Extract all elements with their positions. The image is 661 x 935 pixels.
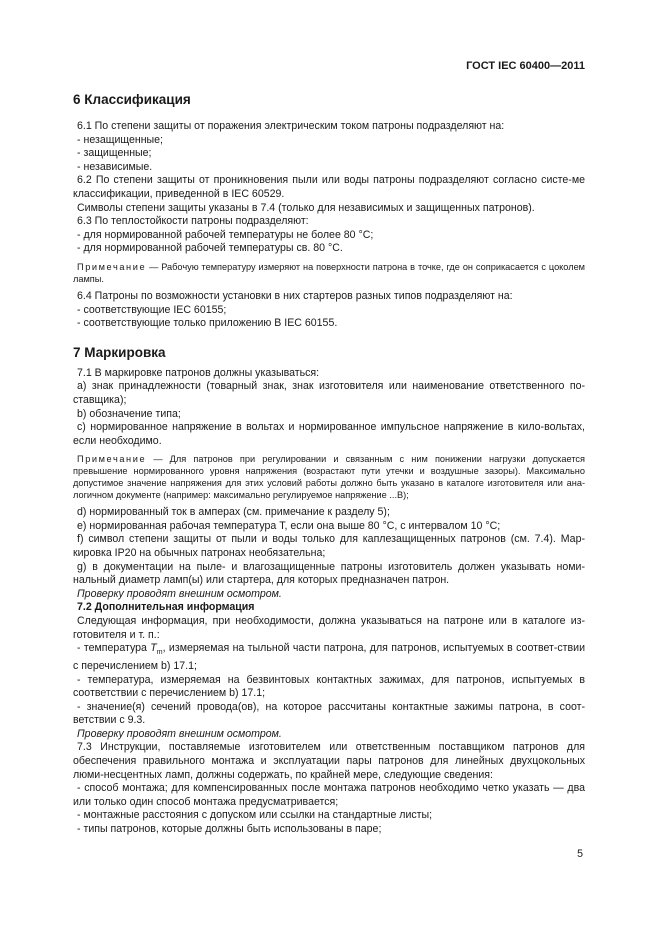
- note-text: — Рабочую температуру измеряют на поверхности патрона в точке, где он соприкасается с цоколем лампы.: [73, 261, 585, 284]
- clause-6-2-symbols: Символы степени защиты указаны в 7.4 (только для независимых и защищенных патронов).: [77, 201, 535, 214]
- item-a: а) знак принадлежности (товарный знак, знак изготовителя или наименование ответственного по-ставщика);: [73, 380, 585, 406]
- page-number: 5: [577, 848, 583, 860]
- clause-6-4: 6.4 Патроны по возможности установки в них стартеров разных типов подразделяют на:: [77, 289, 513, 302]
- note-7: [73, 453, 585, 501]
- section-6-title: 6 Классификация: [73, 92, 191, 107]
- note-6: [73, 261, 585, 285]
- list-item: - для нормированной рабочей температуры св. 80 °С.: [77, 242, 343, 255]
- section-7-title: 7 Маркировка: [73, 344, 166, 360]
- mounting-distances-item: - монтажные расстояния с допуском или ссылки на стандартные листы;: [77, 809, 433, 822]
- list-item: - соответствующие только приложению В IEC 60155.: [77, 317, 338, 330]
- clause-7-2-title: 7.2 Дополнительная информация: [77, 601, 255, 614]
- item-e: е) нормированная рабочая температура Т, если она выше 80 °С, с интервалом 10 °С;: [77, 519, 501, 532]
- temp-post: , измеряемая на тыльной части патрона, для патронов, испытуемых в соответ-ствии с перечислением b) 17.1;: [73, 642, 586, 672]
- item-f: f) символ степени защиты от пыли и воды только для каплезащищенных патронов (см. 7.4). Мар-кировка IP20 на обычных патронах необязательна;: [73, 533, 585, 560]
- temp-pre: - температура: [77, 642, 151, 655]
- temperature-terminal-item: - температура, измеряемая на безвинтовых контактных зажимах, для патронов, испытуемых в соответствии с перечислением b) 17.1;: [73, 673, 585, 700]
- temp-symbol: T: [150, 642, 157, 655]
- list-item: - защищенные;: [77, 147, 152, 160]
- temperature-tm-item: [73, 642, 585, 673]
- clause-6-3: 6.3 По теплостойкости патроны подразделяют:: [77, 215, 309, 228]
- mounting-method-item: - способ монтажа; для компенсированных после монтажа патронов необходимо четко указать — два или только один способ монтажа предусматривается;: [73, 782, 585, 808]
- item-d: d) нормированный ток в амперах (см. примечание к разделу 5);: [77, 506, 390, 519]
- temp-subscript: m: [156, 649, 163, 657]
- check-note: Проверку проводят внешним осмотром.: [77, 727, 282, 740]
- check-note: Проверку проводят внешним осмотром.: [77, 587, 282, 600]
- list-item: - независимые.: [77, 160, 153, 173]
- document-code: ГОСТ IEC 60400—2011: [466, 60, 585, 72]
- wire-sections-item: - значение(я) сечений провода(ов), на которое рассчитаны контактные зажимы патрона, в соот-ветствии с 9.3.: [73, 700, 585, 727]
- list-item: - незащищенные;: [77, 133, 164, 146]
- clause-7-2: Следующая информация, при необходимости, должна указываться на патроне или в каталоге из-готовителя и т. п.:: [73, 615, 585, 641]
- note-text: — Для патронов при регулировании и связанным с ним понижении нагрузки допускается превышение нормированного уровня напряжения (возрастают пути утечки и воздушные зазоры). Максимально допустимое значение напряжения для этих условий работы должно быть указано в каталоге изготовителя или ана-логичном документе (например: максимально регулируемое напряжение ...В);: [73, 454, 585, 501]
- clause-6-1: 6.1 По степени защиты от поражения электрическим током патроны подразделяют на:: [77, 120, 505, 132]
- item-g: g) в документации на пыле- и влагозащищенные патроны изготовитель должен указывать номи-нальный диаметр ламп(ы) или стартера, для которых предназначен патрон.: [73, 560, 585, 587]
- item-b: b) обозначение типа;: [77, 407, 181, 420]
- list-item: - соответствующие IEC 60155;: [77, 303, 227, 316]
- holder-types-item: - типы патронов, которые должны быть использованы в паре;: [77, 823, 382, 836]
- list-item: - для нормированной рабочей температуры не более 80 °С;: [77, 228, 374, 241]
- note-label: Примечание: [77, 261, 147, 272]
- note-label: Примечание: [77, 454, 147, 465]
- clause-6-2: 6.2 По степени защиты от проникновения пыли или воды патроны подразделяют согласно систе-ме классификации, приведенной в IEC 60529.: [73, 174, 585, 200]
- clause-7-1: 7.1 В маркировке патронов должны указываться:: [77, 366, 320, 379]
- document-body: [73, 90, 585, 837]
- item-c: с) нормированное напряжение в вольтах и нормированное импульсное напряжение в кило-вольтах, если необходимо.: [73, 421, 585, 447]
- clause-7-3: 7.3 Инструкции, поставляемые изготовителем или ответственным поставщиком патронов для обеспечения правильного монтажа и эксплуатации пары патронов для линейных двухцокольных люми-несцентных ламп, должны содержать, по крайней мере, следующие сведения:: [73, 741, 585, 781]
